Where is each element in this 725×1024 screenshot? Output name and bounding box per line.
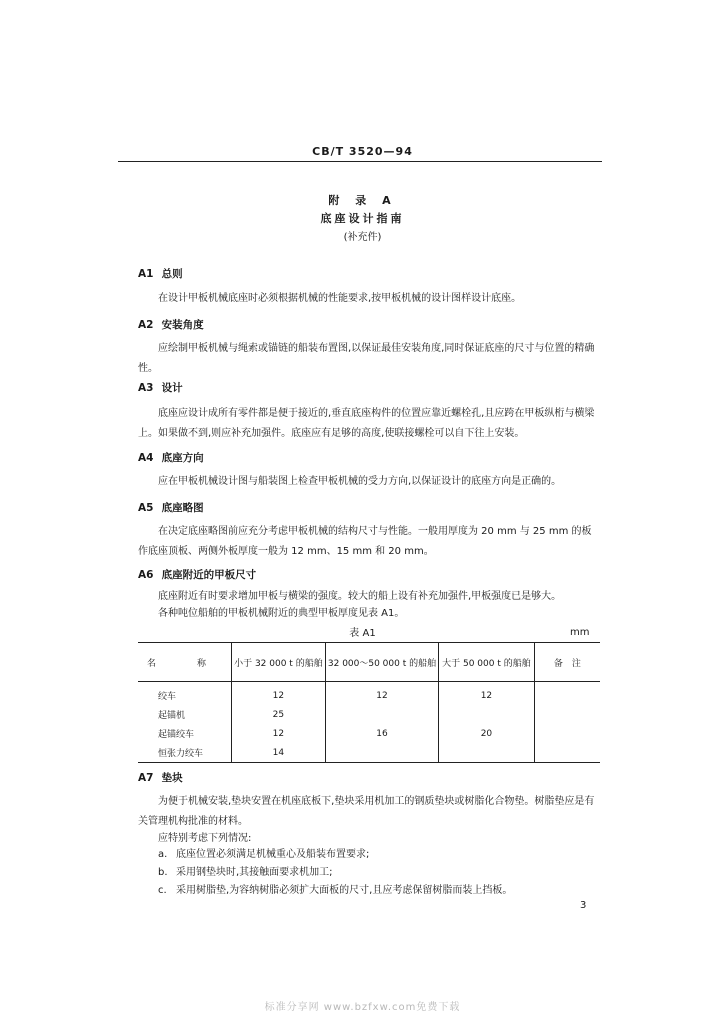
table-cell: 14	[231, 743, 325, 763]
list-text: 采用钢垫块时,其接触面要求机加工;	[176, 867, 333, 878]
section-heading-a4	[138, 450, 204, 465]
section-paragraph: 在设计甲板机械底座时必须根据机械的性能要求,按甲板机械的设计图样设计底座。	[158, 293, 522, 304]
table-cell: 12	[231, 724, 325, 743]
watermark-text: 标准分享网 www.bzfxw.com免费下载	[264, 1002, 461, 1013]
section-title: 设计	[161, 382, 183, 394]
section-paragraph: 在决定底座略图前应充分考虑甲板机械的结构尺寸与性能。一般用厚度为 20 mm 与 25 mm 的板作底座顶板、两侧外板厚度一般为 12 mm、15 mm 和 20 mm。	[138, 526, 592, 557]
section-paragraph: 应绘制甲板机械与绳索或锚链的船装布置图,以保证最佳安装角度,同时保证底座的尺寸与位置的精确性。	[138, 343, 595, 374]
table-unit: mm	[570, 627, 590, 638]
table-row	[138, 743, 600, 763]
list-text: 采用树脂垫,为容纳树脂必须扩大面板的尺寸,且应考虑保留树脂而装上挡板。	[176, 885, 513, 896]
table-cell	[439, 743, 535, 763]
section-number: A3	[138, 382, 154, 394]
table-header: 备 注	[534, 643, 600, 682]
table-cell	[325, 743, 438, 763]
table-header: 名 称	[138, 643, 231, 682]
table-cell: 起锚绞车	[158, 730, 195, 740]
list-marker: b.	[158, 867, 168, 878]
table-header-row	[138, 643, 600, 682]
table-cell	[534, 705, 600, 724]
table-cell: 12	[439, 682, 535, 706]
section-paragraph: 各种吨位船舶的甲板机械附近的典型甲板厚度见表 A1。	[158, 608, 405, 619]
section-title: 垫块	[161, 772, 183, 784]
section-paragraph: 底座附近有时要求增加甲板与横梁的强度。较大的船上设有补充加强件,甲板强度已是够大。	[158, 591, 562, 602]
section-heading-a6	[138, 567, 256, 582]
appendix-subtitle: 底座设计指南	[320, 212, 405, 225]
table-row	[138, 705, 600, 724]
table-cell	[534, 724, 600, 743]
section-title: 底座附近的甲板尺寸	[161, 569, 257, 581]
section-paragraph: 应在甲板机械设计图与船装图上检查甲板机械的受力方向,以保证设计的底座方向是正确的。	[158, 476, 562, 487]
document-code: CB/T 3520—94	[312, 145, 413, 158]
header-rule	[118, 161, 602, 162]
section-title: 总则	[161, 268, 183, 280]
section-heading-a7	[138, 770, 183, 785]
page-number: 3	[580, 900, 587, 911]
table-header: 32 000～50 000 t 的船舶	[325, 643, 438, 682]
table-cell: 12	[325, 682, 438, 706]
section-heading-a5	[138, 500, 204, 515]
section-paragraph: 应特别考虑下列情况:	[158, 833, 252, 844]
appendix-title: 附 录 A	[328, 194, 397, 207]
table-header: 大于 50 000 t 的船舶	[439, 643, 535, 682]
section-paragraph: 底座应设计成所有零件都是便于接近的,垂直底座构件的位置应靠近螺栓孔,且应跨在甲板纵桁与横梁上。如果做不到,则应补充加强件。底座应有足够的高度,使联接螺栓可以自下往上安装。	[138, 408, 595, 439]
section-number: A6	[138, 569, 154, 581]
list-marker: a.	[158, 849, 168, 860]
list-marker: c.	[158, 885, 167, 896]
list-item	[158, 847, 598, 863]
list-item	[158, 865, 598, 881]
table-cell: 绞车	[158, 692, 177, 702]
table-cell: 16	[325, 724, 438, 743]
section-number: A1	[138, 268, 154, 280]
section-heading-a2	[138, 317, 204, 332]
table-header: 小于 32 000 t 的船舶	[231, 643, 325, 682]
table-cell: 起锚机	[158, 711, 186, 721]
table-cell: 25	[231, 705, 325, 724]
table-caption: 表 A1	[349, 628, 376, 639]
table-cell	[534, 743, 600, 763]
section-title: 底座略图	[161, 502, 204, 514]
list-item	[158, 883, 598, 899]
thickness-table	[138, 642, 600, 763]
table-cell	[325, 705, 438, 724]
section-paragraph: 为便于机械安装,垫块安置在机座底板下,垫块采用机加工的钢质垫块或树脂化合物垫。树脂垫应是有关管理机构批准的材料。	[138, 796, 595, 827]
table-cell	[534, 682, 600, 706]
section-number: A7	[138, 772, 154, 784]
list-text: 底座位置必须满足机械重心及船装布置要求;	[176, 849, 370, 860]
table-cell: 恒张力绞车	[138, 743, 231, 763]
section-number: A2	[138, 319, 154, 331]
section-title: 安装角度	[161, 319, 204, 331]
section-title: 底座方向	[161, 452, 204, 464]
table-cell: 20	[439, 724, 535, 743]
table-row	[138, 682, 600, 706]
section-heading-a3	[138, 380, 183, 395]
section-number: A4	[138, 452, 154, 464]
section-number: A5	[138, 502, 154, 514]
table-cell: 12	[231, 682, 325, 706]
table-row	[138, 724, 600, 743]
section-heading-a1	[138, 266, 183, 281]
table-cell	[439, 705, 535, 724]
appendix-note: (补充件)	[343, 232, 382, 243]
